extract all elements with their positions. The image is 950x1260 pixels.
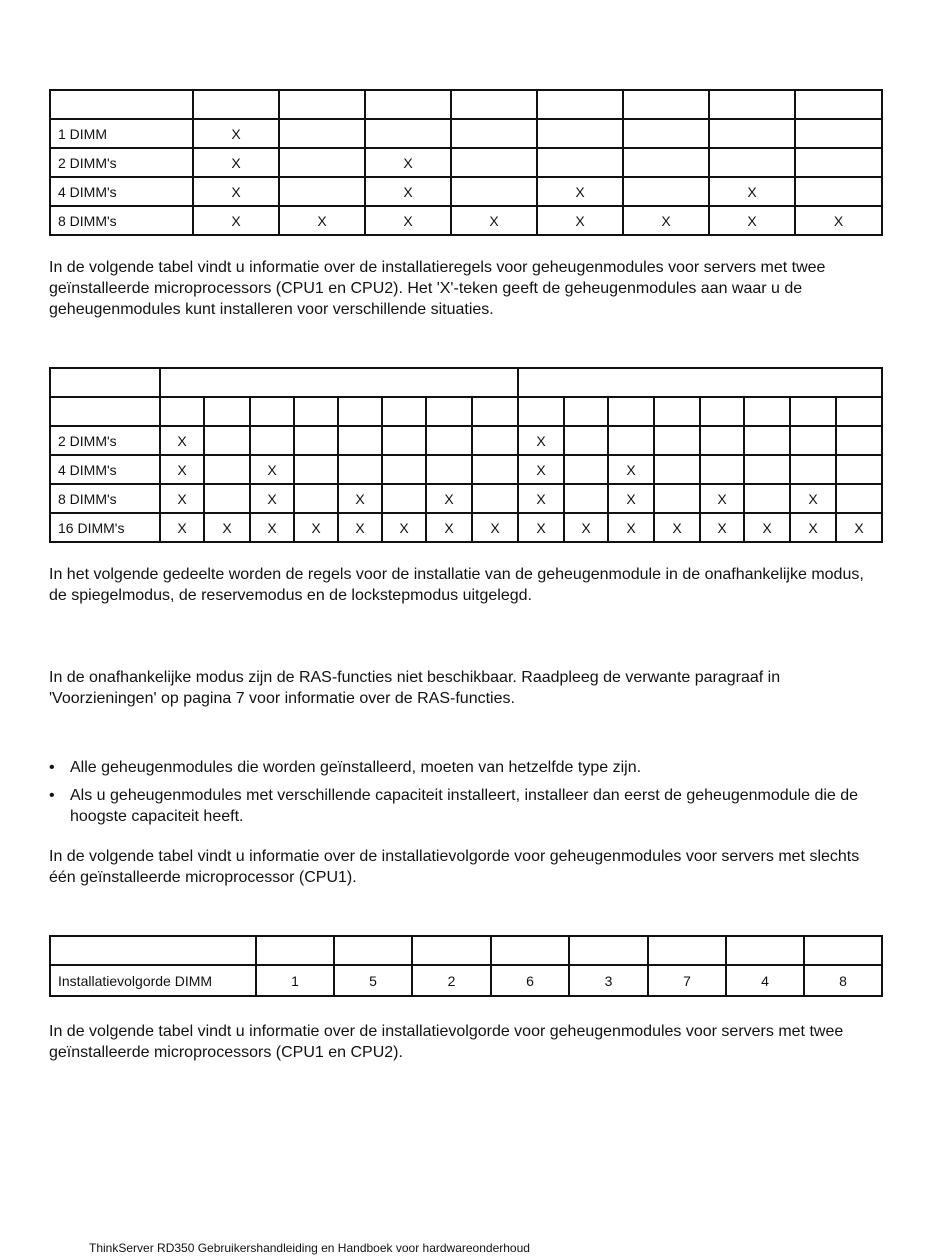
table-cell <box>804 936 882 965</box>
table-cell <box>382 397 426 426</box>
table-cell <box>569 936 648 965</box>
table-cell <box>204 484 250 513</box>
table-cell <box>382 455 426 484</box>
table-cell: X <box>160 455 204 484</box>
table-cell <box>744 397 790 426</box>
table-cell <box>382 426 426 455</box>
table-cell <box>279 148 365 177</box>
table-cell <box>537 90 623 119</box>
table-cell <box>790 426 836 455</box>
table-row <box>50 455 882 484</box>
row-label: Installatievolgorde DIMM <box>50 965 256 996</box>
table-cell <box>654 455 700 484</box>
install-order-table-one-cpu <box>49 935 883 997</box>
table-cell: X <box>795 206 882 235</box>
table-cell <box>250 397 294 426</box>
table-cell <box>472 455 518 484</box>
bullet-icon: • <box>49 787 55 804</box>
table-cell <box>472 484 518 513</box>
table-cell: X <box>160 426 204 455</box>
table-row <box>50 119 882 148</box>
list-item: • Alle geheugenmodules die worden geïnstalleerd, moeten van hetzelfde type zijn. <box>49 759 642 776</box>
table-cell: 5 <box>334 965 412 996</box>
table-cell <box>564 397 608 426</box>
table-cell <box>204 426 250 455</box>
table-cell: X <box>608 513 654 542</box>
table-cell <box>294 426 338 455</box>
table-cell: X <box>472 513 518 542</box>
table-cell <box>50 90 193 119</box>
table-cell: X <box>654 513 700 542</box>
table-cell: X <box>160 484 204 513</box>
table-cell: X <box>518 484 564 513</box>
table-cell <box>795 119 882 148</box>
table-cell <box>491 936 569 965</box>
bullet-icon: • <box>49 759 55 776</box>
table-cell: X <box>790 484 836 513</box>
table-cell <box>451 148 537 177</box>
table-cell <box>744 455 790 484</box>
table-cell <box>472 397 518 426</box>
table-cell <box>279 119 365 148</box>
table-cell <box>518 397 564 426</box>
table-cell: 8 <box>804 965 882 996</box>
table-cell: X <box>790 513 836 542</box>
table-cell <box>623 119 709 148</box>
table-cell <box>294 397 338 426</box>
table-cell: X <box>744 513 790 542</box>
table-cell <box>608 397 654 426</box>
table-row <box>50 965 882 996</box>
table-cell: 6 <box>491 965 569 996</box>
page-footer: ThinkServer RD350 Gebruikershandleiding en Handboek voor hardwareonderhoud <box>89 1241 530 1255</box>
table-cell <box>795 177 882 206</box>
table-cell: X <box>518 513 564 542</box>
table-cell <box>160 397 204 426</box>
row-label: 2 DIMM's <box>50 148 193 177</box>
table-cell: X <box>564 513 608 542</box>
table-cell <box>338 426 382 455</box>
row-label: 4 DIMM's <box>50 455 160 484</box>
list-item: • Als u geheugenmodules met verschillende capaciteit installeert, installeer dan eerst de geheugenmodule die de hoogste capaciteit heeft. <box>49 787 859 825</box>
table-cell <box>654 426 700 455</box>
table-cell <box>726 936 804 965</box>
table-cell: X <box>365 148 451 177</box>
table-row <box>50 513 882 542</box>
table-cell: X <box>709 177 795 206</box>
table-cell: X <box>451 206 537 235</box>
table-cell <box>50 368 160 397</box>
table-cell <box>338 455 382 484</box>
table-cell <box>279 177 365 206</box>
table-cell: X <box>537 206 623 235</box>
table-cell: X <box>700 484 744 513</box>
table-cell: X <box>338 484 382 513</box>
table-cell: X <box>193 119 279 148</box>
table-cell <box>451 177 537 206</box>
table-cell: X <box>518 426 564 455</box>
table-cell <box>836 426 882 455</box>
table-cell <box>700 426 744 455</box>
table-cell: 3 <box>569 965 648 996</box>
table-cell <box>193 90 279 119</box>
table-cell <box>709 90 795 119</box>
table-cell <box>790 455 836 484</box>
table-cell <box>836 484 882 513</box>
table-cell <box>537 148 623 177</box>
table-cell <box>623 90 709 119</box>
table-cell: X <box>193 148 279 177</box>
table-row <box>50 426 882 455</box>
table-cell: X <box>250 513 294 542</box>
table-header-row-2 <box>50 397 882 426</box>
table-cell <box>160 368 518 397</box>
table-cell <box>744 484 790 513</box>
table-cell <box>451 90 537 119</box>
table-row <box>50 177 882 206</box>
table-cell <box>50 936 256 965</box>
table-cell <box>836 455 882 484</box>
table-cell: 1 <box>256 965 334 996</box>
table-cell: X <box>608 484 654 513</box>
table-cell: X <box>365 177 451 206</box>
paragraph-independent-mode: In de onafhankelijke modus zijn de RAS-functies niet beschikbaar. Raadpleeg de verwante paragraaf in 'Voorzieningen' op pagina 7 voor informatie over de RAS-functies. <box>49 669 781 707</box>
table-cell: X <box>365 206 451 235</box>
table-cell <box>412 936 491 965</box>
table-cell <box>709 148 795 177</box>
table-cell <box>795 148 882 177</box>
table-cell <box>795 90 882 119</box>
table-cell: X <box>426 513 472 542</box>
table-cell: X <box>608 455 654 484</box>
table-cell: X <box>193 177 279 206</box>
paragraph-modes-intro: In het volgende gedeelte worden de regels voor de installatie van de geheugenmodule in de onafhankelijke modus, de spiegelmodus, de reservemodus en de lockstepmodus uitgelegd. <box>49 566 864 604</box>
table-cell: X <box>279 206 365 235</box>
table-header-row <box>50 936 882 965</box>
table-header-row <box>50 90 882 119</box>
table-cell: X <box>836 513 882 542</box>
table-cell <box>836 397 882 426</box>
table-cell <box>709 119 795 148</box>
table-cell <box>294 484 338 513</box>
table-cell <box>50 397 160 426</box>
table-cell <box>204 397 250 426</box>
row-label: 4 DIMM's <box>50 177 193 206</box>
table-header-row-1 <box>50 368 882 397</box>
table-cell <box>250 426 294 455</box>
table-cell <box>623 148 709 177</box>
table-cell <box>623 177 709 206</box>
row-label: 16 DIMM's <box>50 513 160 542</box>
dimm-rules-table-two-cpu <box>49 367 883 543</box>
table-cell <box>700 397 744 426</box>
table-cell <box>382 484 426 513</box>
table-cell: X <box>250 484 294 513</box>
table-cell <box>537 119 623 148</box>
table-cell <box>654 484 700 513</box>
table-cell: X <box>426 484 472 513</box>
table-cell: X <box>160 513 204 542</box>
table-cell <box>564 426 608 455</box>
table-cell: X <box>623 206 709 235</box>
paragraph-two-cpu-order: In de volgende tabel vindt u informatie over de installatievolgorde voor geheugenmodules voor servers met twee geïnstalleerde microprocessors (CPU1 en CPU2). <box>49 1023 844 1061</box>
table-cell: X <box>204 513 250 542</box>
table-cell <box>700 455 744 484</box>
table-cell: 4 <box>726 965 804 996</box>
table-cell: X <box>700 513 744 542</box>
table-cell <box>564 455 608 484</box>
table-cell: X <box>338 513 382 542</box>
table-cell <box>564 484 608 513</box>
table-cell <box>279 90 365 119</box>
table-cell <box>426 426 472 455</box>
table-cell: X <box>294 513 338 542</box>
table-cell: X <box>193 206 279 235</box>
table-cell <box>426 397 472 426</box>
row-label: 8 DIMM's <box>50 484 160 513</box>
table-cell: X <box>382 513 426 542</box>
paragraph-two-cpu-rules: In de volgende tabel vindt u informatie over de installatieregels voor geheugenmodules voor servers met twee geïnstalleerde microprocessors (CPU1 en CPU2). Het 'X'-teken geeft de geheugenmodules aan waar u de geheugenmodules kunt installeren voor verschillende situaties. <box>49 259 826 318</box>
table-row <box>50 148 882 177</box>
table-cell <box>365 90 451 119</box>
table-cell: X <box>709 206 795 235</box>
table-cell <box>472 426 518 455</box>
row-label: 2 DIMM's <box>50 426 160 455</box>
table-row <box>50 206 882 235</box>
table-cell <box>365 119 451 148</box>
table-cell <box>648 936 726 965</box>
table-cell <box>204 455 250 484</box>
paragraph-one-cpu-order: In de volgende tabel vindt u informatie over de installatievolgorde voor geheugenmodules voor servers met slechts één geïnstalleerde microprocessor (CPU1). <box>49 848 860 886</box>
table-cell: 7 <box>648 965 726 996</box>
row-label: 8 DIMM's <box>50 206 193 235</box>
table-cell <box>256 936 334 965</box>
table-cell <box>654 397 700 426</box>
table-cell <box>790 397 836 426</box>
table-cell: X <box>537 177 623 206</box>
row-label: 1 DIMM <box>50 119 193 148</box>
table-cell <box>518 368 882 397</box>
table-cell <box>338 397 382 426</box>
table-cell <box>608 426 654 455</box>
table-cell: X <box>518 455 564 484</box>
rules-bullet-list <box>49 757 884 834</box>
table-cell: X <box>250 455 294 484</box>
table-cell <box>744 426 790 455</box>
table-cell: 2 <box>412 965 491 996</box>
table-cell <box>294 455 338 484</box>
table-cell <box>426 455 472 484</box>
table-cell <box>334 936 412 965</box>
dimm-rules-table-one-cpu <box>49 89 883 236</box>
table-row <box>50 484 882 513</box>
table-cell <box>451 119 537 148</box>
